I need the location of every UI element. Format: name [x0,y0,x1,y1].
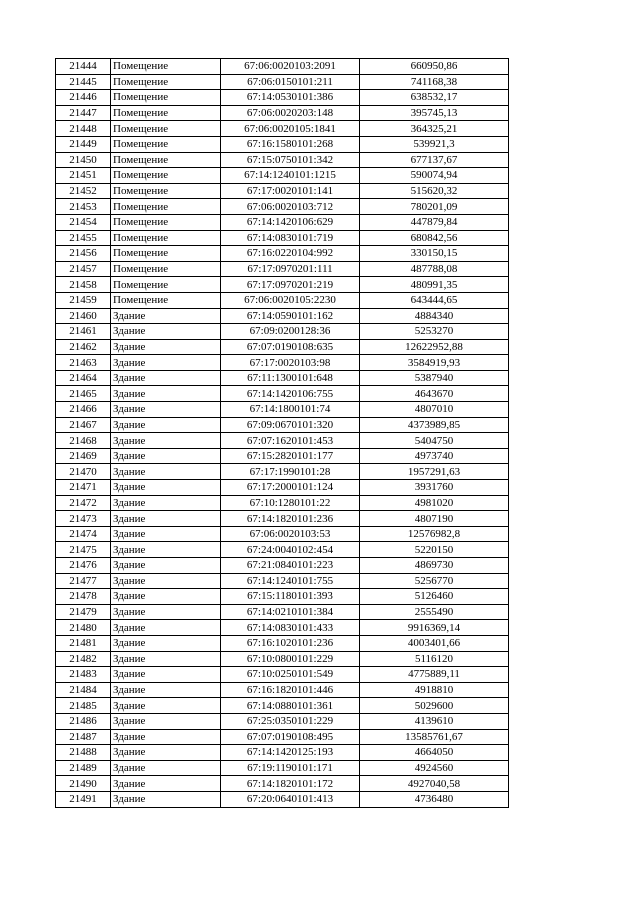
row-number-cell: 21468 [56,433,111,449]
value-cell: 4807190 [360,511,509,527]
row-number-cell: 21482 [56,651,111,667]
table-row [56,511,509,527]
value-cell: 4807010 [360,402,509,418]
value-cell: 3584919,93 [360,355,509,371]
row-number-cell: 21475 [56,542,111,558]
cadastral-number-cell: 67:06:0020203:148 [221,105,360,121]
value-cell: 741168,38 [360,74,509,90]
cadastral-number-cell: 67:17:0970201:219 [221,277,360,293]
value-cell: 5126460 [360,589,509,605]
table-row [56,448,509,464]
row-number-cell: 21447 [56,105,111,121]
table-row [56,90,509,106]
object-type-cell: Помещение [111,230,221,246]
table-row [56,480,509,496]
cadastral-number-cell: 67:17:1990101:28 [221,464,360,480]
cadastral-number-cell: 67:15:2820101:177 [221,448,360,464]
table-row [56,152,509,168]
object-type-cell: Здание [111,713,221,729]
object-type-cell: Здание [111,589,221,605]
cadastral-number-cell: 67:24:0040102:454 [221,542,360,558]
row-number-cell: 21466 [56,402,111,418]
table-row [56,713,509,729]
value-cell: 660950,86 [360,59,509,75]
cadastral-number-cell: 67:09:0200128:36 [221,324,360,340]
object-type-cell: Здание [111,324,221,340]
cadastral-number-cell: 67:14:1820101:172 [221,776,360,792]
row-number-cell: 21480 [56,620,111,636]
table-row [56,464,509,480]
value-cell: 677137,67 [360,152,509,168]
cadastral-number-cell: 67:14:0590101:162 [221,308,360,324]
cadastral-number-cell: 67:10:0800101:229 [221,651,360,667]
cadastral-number-cell: 67:06:0020103:712 [221,199,360,215]
table-row [56,168,509,184]
row-number-cell: 21489 [56,760,111,776]
cadastral-number-cell: 67:14:0880101:361 [221,698,360,714]
object-type-cell: Здание [111,308,221,324]
object-type-cell: Здание [111,386,221,402]
row-number-cell: 21484 [56,682,111,698]
object-type-cell: Здание [111,480,221,496]
value-cell: 5256770 [360,573,509,589]
row-number-cell: 21463 [56,355,111,371]
row-number-cell: 21454 [56,214,111,230]
object-type-cell: Помещение [111,74,221,90]
cadastral-number-cell: 67:14:0830101:719 [221,230,360,246]
object-type-cell: Помещение [111,246,221,262]
cadastral-number-cell: 67:17:0970201:111 [221,261,360,277]
object-type-cell: Здание [111,573,221,589]
value-cell: 330150,15 [360,246,509,262]
value-cell: 480991,35 [360,277,509,293]
object-type-cell: Здание [111,682,221,698]
value-cell: 4643670 [360,386,509,402]
object-type-cell: Помещение [111,261,221,277]
object-type-cell: Помещение [111,59,221,75]
cadastral-number-cell: 67:07:1620101:453 [221,433,360,449]
row-number-cell: 21469 [56,448,111,464]
table-row [56,573,509,589]
value-cell: 4884340 [360,308,509,324]
cadastral-number-cell: 67:20:0640101:413 [221,791,360,807]
cadastral-number-cell: 67:19:1190101:171 [221,760,360,776]
value-cell: 13585761,67 [360,729,509,745]
value-cell: 487788,08 [360,261,509,277]
cadastral-number-cell: 67:16:1580101:268 [221,136,360,152]
cadastral-number-cell: 67:07:0190108:495 [221,729,360,745]
table-row [56,589,509,605]
row-number-cell: 21464 [56,370,111,386]
table-row [56,136,509,152]
value-cell: 4775889,11 [360,667,509,683]
row-number-cell: 21488 [56,745,111,761]
cadastral-number-cell: 67:14:0530101:386 [221,90,360,106]
table-row [56,386,509,402]
cadastral-number-cell: 67:10:0250101:549 [221,667,360,683]
row-number-cell: 21483 [56,667,111,683]
cadastral-number-cell: 67:17:0020101:141 [221,183,360,199]
cadastral-number-cell: 67:17:2000101:124 [221,480,360,496]
cadastral-number-cell: 67:15:1180101:393 [221,589,360,605]
value-cell: 515620,32 [360,183,509,199]
row-number-cell: 21486 [56,713,111,729]
cadastral-number-cell: 67:06:0020105:2230 [221,292,360,308]
object-type-cell: Помещение [111,183,221,199]
object-type-cell: Здание [111,433,221,449]
value-cell: 2555490 [360,604,509,620]
object-type-cell: Помещение [111,90,221,106]
object-type-cell: Здание [111,729,221,745]
table-row [56,261,509,277]
object-type-cell: Здание [111,604,221,620]
table-row [56,745,509,761]
value-cell: 447879,84 [360,214,509,230]
cadastral-number-cell: 67:14:1240101:755 [221,573,360,589]
value-cell: 638532,17 [360,90,509,106]
object-type-cell: Здание [111,370,221,386]
table-row [56,230,509,246]
row-number-cell: 21456 [56,246,111,262]
cadastral-number-cell: 67:07:0190108:635 [221,339,360,355]
value-cell: 395745,13 [360,105,509,121]
value-cell: 5404750 [360,433,509,449]
row-number-cell: 21459 [56,292,111,308]
row-number-cell: 21478 [56,589,111,605]
value-cell: 4924560 [360,760,509,776]
cadastral-number-cell: 67:14:1240101:1215 [221,168,360,184]
value-cell: 4736480 [360,791,509,807]
object-type-cell: Здание [111,760,221,776]
row-number-cell: 21451 [56,168,111,184]
value-cell: 643444,65 [360,292,509,308]
row-number-cell: 21485 [56,698,111,714]
row-number-cell: 21473 [56,511,111,527]
cadastral-number-cell: 67:11:1300101:648 [221,370,360,386]
cadastral-number-cell: 67:14:1420106:755 [221,386,360,402]
row-number-cell: 21446 [56,90,111,106]
value-cell: 4869730 [360,558,509,574]
row-number-cell: 21472 [56,495,111,511]
object-type-cell: Помещение [111,105,221,121]
cadastral-number-cell: 67:06:0020103:53 [221,526,360,542]
object-type-cell: Здание [111,339,221,355]
property-table-body [56,59,509,808]
table-row [56,74,509,90]
value-cell: 4373989,85 [360,417,509,433]
value-cell: 12576982,8 [360,526,509,542]
row-number-cell: 21490 [56,776,111,792]
value-cell: 5116120 [360,651,509,667]
row-number-cell: 21476 [56,558,111,574]
object-type-cell: Помещение [111,121,221,137]
table-row [56,776,509,792]
value-cell: 4918810 [360,682,509,698]
cadastral-number-cell: 67:14:1420125:193 [221,745,360,761]
object-type-cell: Здание [111,791,221,807]
object-type-cell: Здание [111,620,221,636]
cadastral-number-cell: 67:06:0020105:1841 [221,121,360,137]
cadastral-number-cell: 67:15:0750101:342 [221,152,360,168]
value-cell: 539921,3 [360,136,509,152]
object-type-cell: Помещение [111,152,221,168]
value-cell: 5387940 [360,370,509,386]
table-row [56,791,509,807]
object-type-cell: Здание [111,651,221,667]
table-row [56,760,509,776]
row-number-cell: 21481 [56,635,111,651]
object-type-cell: Здание [111,635,221,651]
object-type-cell: Помещение [111,292,221,308]
table-row [56,324,509,340]
value-cell: 12622952,88 [360,339,509,355]
object-type-cell: Здание [111,558,221,574]
cadastral-number-cell: 67:16:0220104:992 [221,246,360,262]
row-number-cell: 21457 [56,261,111,277]
table-row [56,635,509,651]
table-row [56,667,509,683]
cadastral-number-cell: 67:06:0020103:2091 [221,59,360,75]
value-cell: 590074,94 [360,168,509,184]
table-row [56,105,509,121]
table-row [56,542,509,558]
value-cell: 3931760 [360,480,509,496]
value-cell: 4973740 [360,448,509,464]
table-row [56,339,509,355]
row-number-cell: 21452 [56,183,111,199]
row-number-cell: 21462 [56,339,111,355]
table-row [56,370,509,386]
row-number-cell: 21479 [56,604,111,620]
row-number-cell: 21467 [56,417,111,433]
cadastral-number-cell: 67:09:0670101:320 [221,417,360,433]
object-type-cell: Здание [111,417,221,433]
cadastral-number-cell: 67:10:1280101:22 [221,495,360,511]
object-type-cell: Здание [111,495,221,511]
value-cell: 9916369,14 [360,620,509,636]
row-number-cell: 21445 [56,74,111,90]
row-number-cell: 21470 [56,464,111,480]
value-cell: 4139610 [360,713,509,729]
object-type-cell: Здание [111,355,221,371]
object-type-cell: Здание [111,667,221,683]
row-number-cell: 21460 [56,308,111,324]
value-cell: 4664050 [360,745,509,761]
table-row [56,355,509,371]
table-row [56,698,509,714]
cadastral-number-cell: 67:06:0150101:211 [221,74,360,90]
object-type-cell: Здание [111,745,221,761]
value-cell: 5253270 [360,324,509,340]
table-row [56,620,509,636]
cadastral-number-cell: 67:14:0210101:384 [221,604,360,620]
table-row [56,277,509,293]
object-type-cell: Здание [111,402,221,418]
object-type-cell: Помещение [111,136,221,152]
object-type-cell: Здание [111,448,221,464]
value-cell: 680842,56 [360,230,509,246]
object-type-cell: Здание [111,776,221,792]
row-number-cell: 21448 [56,121,111,137]
cadastral-number-cell: 67:16:1820101:446 [221,682,360,698]
row-number-cell: 21491 [56,791,111,807]
table-row [56,682,509,698]
table-row [56,651,509,667]
value-cell: 5029600 [360,698,509,714]
table-row [56,604,509,620]
row-number-cell: 21453 [56,199,111,215]
object-type-cell: Здание [111,511,221,527]
table-row [56,292,509,308]
row-number-cell: 21471 [56,480,111,496]
object-type-cell: Помещение [111,199,221,215]
value-cell: 4927040,58 [360,776,509,792]
table-row [56,59,509,75]
object-type-cell: Помещение [111,168,221,184]
row-number-cell: 21444 [56,59,111,75]
cadastral-number-cell: 67:21:0840101:223 [221,558,360,574]
object-type-cell: Здание [111,464,221,480]
cadastral-number-cell: 67:14:0830101:433 [221,620,360,636]
table-row [56,417,509,433]
table-row [56,495,509,511]
cadastral-number-cell: 67:16:1020101:236 [221,635,360,651]
table-row [56,183,509,199]
cadastral-number-cell: 67:17:0020103:98 [221,355,360,371]
object-type-cell: Помещение [111,277,221,293]
row-number-cell: 21450 [56,152,111,168]
table-row [56,729,509,745]
value-cell: 4003401,66 [360,635,509,651]
object-type-cell: Здание [111,698,221,714]
row-number-cell: 21477 [56,573,111,589]
object-type-cell: Здание [111,526,221,542]
cadastral-number-cell: 67:14:1420106:629 [221,214,360,230]
row-number-cell: 21487 [56,729,111,745]
property-table [55,58,509,808]
table-row [56,308,509,324]
table-row [56,433,509,449]
row-number-cell: 21461 [56,324,111,340]
table-row [56,246,509,262]
table-row [56,199,509,215]
table-row [56,402,509,418]
row-number-cell: 21458 [56,277,111,293]
table-row [56,121,509,137]
row-number-cell: 21474 [56,526,111,542]
object-type-cell: Здание [111,542,221,558]
table-row [56,214,509,230]
value-cell: 4981020 [360,495,509,511]
table-row [56,558,509,574]
object-type-cell: Помещение [111,214,221,230]
row-number-cell: 21449 [56,136,111,152]
value-cell: 1957291,63 [360,464,509,480]
value-cell: 364325,21 [360,121,509,137]
cadastral-number-cell: 67:25:0350101:229 [221,713,360,729]
value-cell: 780201,09 [360,199,509,215]
cadastral-number-cell: 67:14:1800101:74 [221,402,360,418]
row-number-cell: 21455 [56,230,111,246]
row-number-cell: 21465 [56,386,111,402]
table-row [56,526,509,542]
cadastral-number-cell: 67:14:1820101:236 [221,511,360,527]
value-cell: 5220150 [360,542,509,558]
